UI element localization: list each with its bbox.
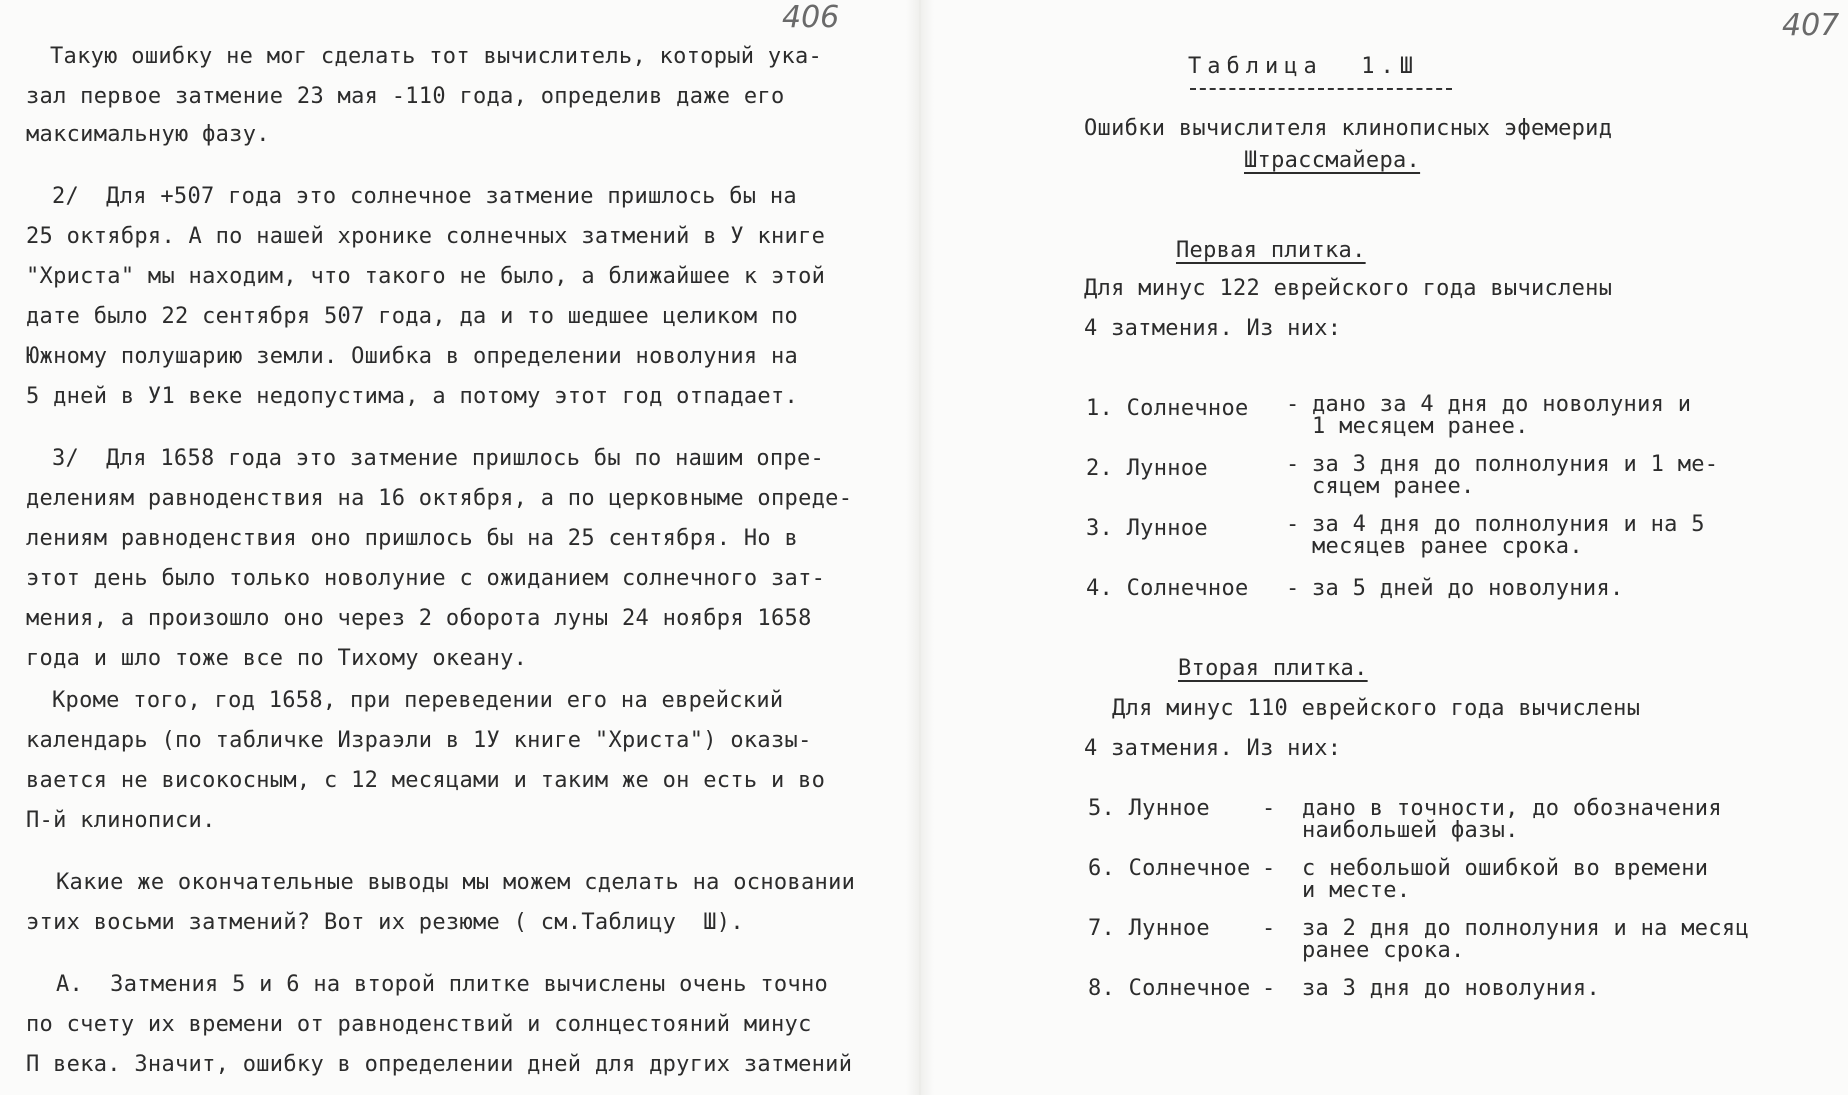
- left-line-20: Какие же окончательные выводы мы можем сделать на основании: [56, 870, 856, 895]
- eclipse-2-label: 2. Лунное: [1086, 456, 1208, 481]
- second-tablet-heading: Вторая плитка.: [1178, 656, 1368, 681]
- eclipse-4-label: 4. Солнечное: [1086, 576, 1249, 601]
- eclipse-5-dash: -: [1262, 796, 1276, 821]
- left-line-22: А. Затмения 5 и 6 на второй плитке вычислены очень точно: [56, 972, 829, 997]
- eclipse-5-label: 5. Лунное: [1088, 796, 1210, 821]
- eclipse-3-dash: -: [1286, 512, 1300, 537]
- left-line-1: Такую ошибку не мог сделать тот вычислитель, который ука-: [50, 44, 823, 69]
- left-line-7: дате было 22 сентября 507 года, да и то шедшее целиком по: [26, 304, 799, 329]
- left-line-3: максимальную фазу.: [26, 122, 270, 147]
- second-tablet-intro-1: Для минус 110 еврейского года вычислены: [1112, 696, 1641, 721]
- left-line-9: 5 дней в У1 веке недопустима, а потому этот год отпадает.: [26, 384, 799, 409]
- table-subtitle-line-2: Штрассмайера.: [1244, 148, 1421, 173]
- eclipse-2-dash: -: [1286, 452, 1300, 477]
- eclipse-1-desc-1: дано за 4 дня до новолуния и: [1312, 392, 1692, 417]
- first-tablet-heading: Первая плитка.: [1176, 238, 1366, 263]
- left-line-4: 2/ Для +507 года это солнечное затмение пришлось бы на: [52, 184, 797, 209]
- table-subtitle-line-1: Ошибки вычислителя клинописных эфемерид: [1084, 116, 1613, 141]
- eclipse-1-desc-2: 1 месяцем ранее.: [1312, 414, 1529, 439]
- eclipse-3-desc-2: месяцев ранее срока.: [1312, 534, 1583, 559]
- left-line-15: года и шло тоже все по Тихому океану.: [26, 646, 528, 671]
- eclipse-2-desc-2: сяцем ранее.: [1312, 474, 1475, 499]
- eclipse-8-label: 8. Солнечное: [1088, 976, 1251, 1001]
- left-line-23: по счету их времени от равноденствий и солнцестояний минус: [26, 1012, 812, 1037]
- left-line-21: этих восьми затмений? Вот их резюме ( см.Таблицу Ш).: [26, 910, 744, 935]
- eclipse-6-desc-2: и месте.: [1302, 878, 1411, 903]
- table-title: Таблица 1.Ш: [1188, 54, 1419, 79]
- eclipse-5-desc-2: наибольшей фазы.: [1302, 818, 1519, 843]
- eclipse-1-label: 1. Солнечное: [1086, 396, 1249, 421]
- eclipse-8-desc-1: за 3 дня до новолуния.: [1302, 976, 1600, 1001]
- eclipse-7-label: 7. Лунное: [1088, 916, 1210, 941]
- eclipse-5-desc-1: дано в точности, до обозначения: [1302, 796, 1722, 821]
- title-dashed-underline: [1190, 88, 1452, 90]
- eclipse-8-dash: -: [1262, 976, 1276, 1001]
- left-line-17: календарь (по табличке Израэли в 1У книге "Христа") оказы-: [26, 728, 812, 753]
- eclipse-4-dash: -: [1286, 576, 1300, 601]
- eclipse-7-desc-1: за 2 дня до полнолуния и на месяц: [1302, 916, 1749, 941]
- eclipse-2-desc-1: за 3 дня до полнолуния и 1 ме-: [1312, 452, 1719, 477]
- left-page-number: 406: [782, 0, 840, 35]
- left-line-24: П века. Значит, ошибку в определении дней для других затмений: [26, 1052, 853, 1077]
- first-tablet-intro-2: 4 затмения. Из них:: [1084, 316, 1342, 341]
- eclipse-3-desc-1: за 4 дня до полнолуния и на 5: [1312, 512, 1705, 537]
- left-line-5: 25 октября. А по нашей хронике солнечных затмений в У книге: [26, 224, 826, 249]
- left-line-14: мения, а произошло оно через 2 оборота луны 24 ноября 1658: [26, 606, 812, 631]
- left-line-6: "Христа" мы находим, что такого не было, а ближайшее к этой: [26, 264, 826, 289]
- left-line-12: лениям равноденствия оно пришлось бы на 25 сентября. Но в: [26, 526, 799, 551]
- eclipse-3-label: 3. Лунное: [1086, 516, 1208, 541]
- left-line-10: 3/ Для 1658 года это затмение пришлось бы по нашим опре-: [52, 446, 825, 471]
- left-line-11: делениям равноденствия на 16 октября, а по церковныме опреде-: [26, 486, 853, 511]
- eclipse-6-dash: -: [1262, 856, 1276, 881]
- left-line-19: П-й клинописи.: [26, 808, 216, 833]
- page-fold: [906, 0, 934, 1095]
- eclipse-7-dash: -: [1262, 916, 1276, 941]
- first-tablet-intro-1: Для минус 122 еврейского года вычислены: [1084, 276, 1613, 301]
- eclipse-6-desc-1: с небольшой ошибкой во времени: [1302, 856, 1709, 881]
- second-tablet-intro-2: 4 затмения. Из них:: [1084, 736, 1342, 761]
- left-line-16: Кроме того, год 1658, при переведении его на еврейский: [52, 688, 784, 713]
- left-line-2: зал первое затмение 23 мая -110 года, определив даже его: [26, 84, 785, 109]
- eclipse-1-dash: -: [1286, 392, 1300, 417]
- left-line-8: Южному полушарию земли. Ошибка в определении новолуния на: [26, 344, 799, 369]
- eclipse-6-label: 6. Солнечное: [1088, 856, 1251, 881]
- eclipse-4-desc-1: за 5 дней до новолуния.: [1312, 576, 1624, 601]
- right-page-number: 407: [1782, 8, 1840, 43]
- left-line-18: вается не високосным, с 12 месяцами и таким же он есть и во: [26, 768, 826, 793]
- eclipse-7-desc-2: ранее срока.: [1302, 938, 1465, 963]
- left-line-13: этот день было только новолуние с ожиданием солнечного зат-: [26, 566, 826, 591]
